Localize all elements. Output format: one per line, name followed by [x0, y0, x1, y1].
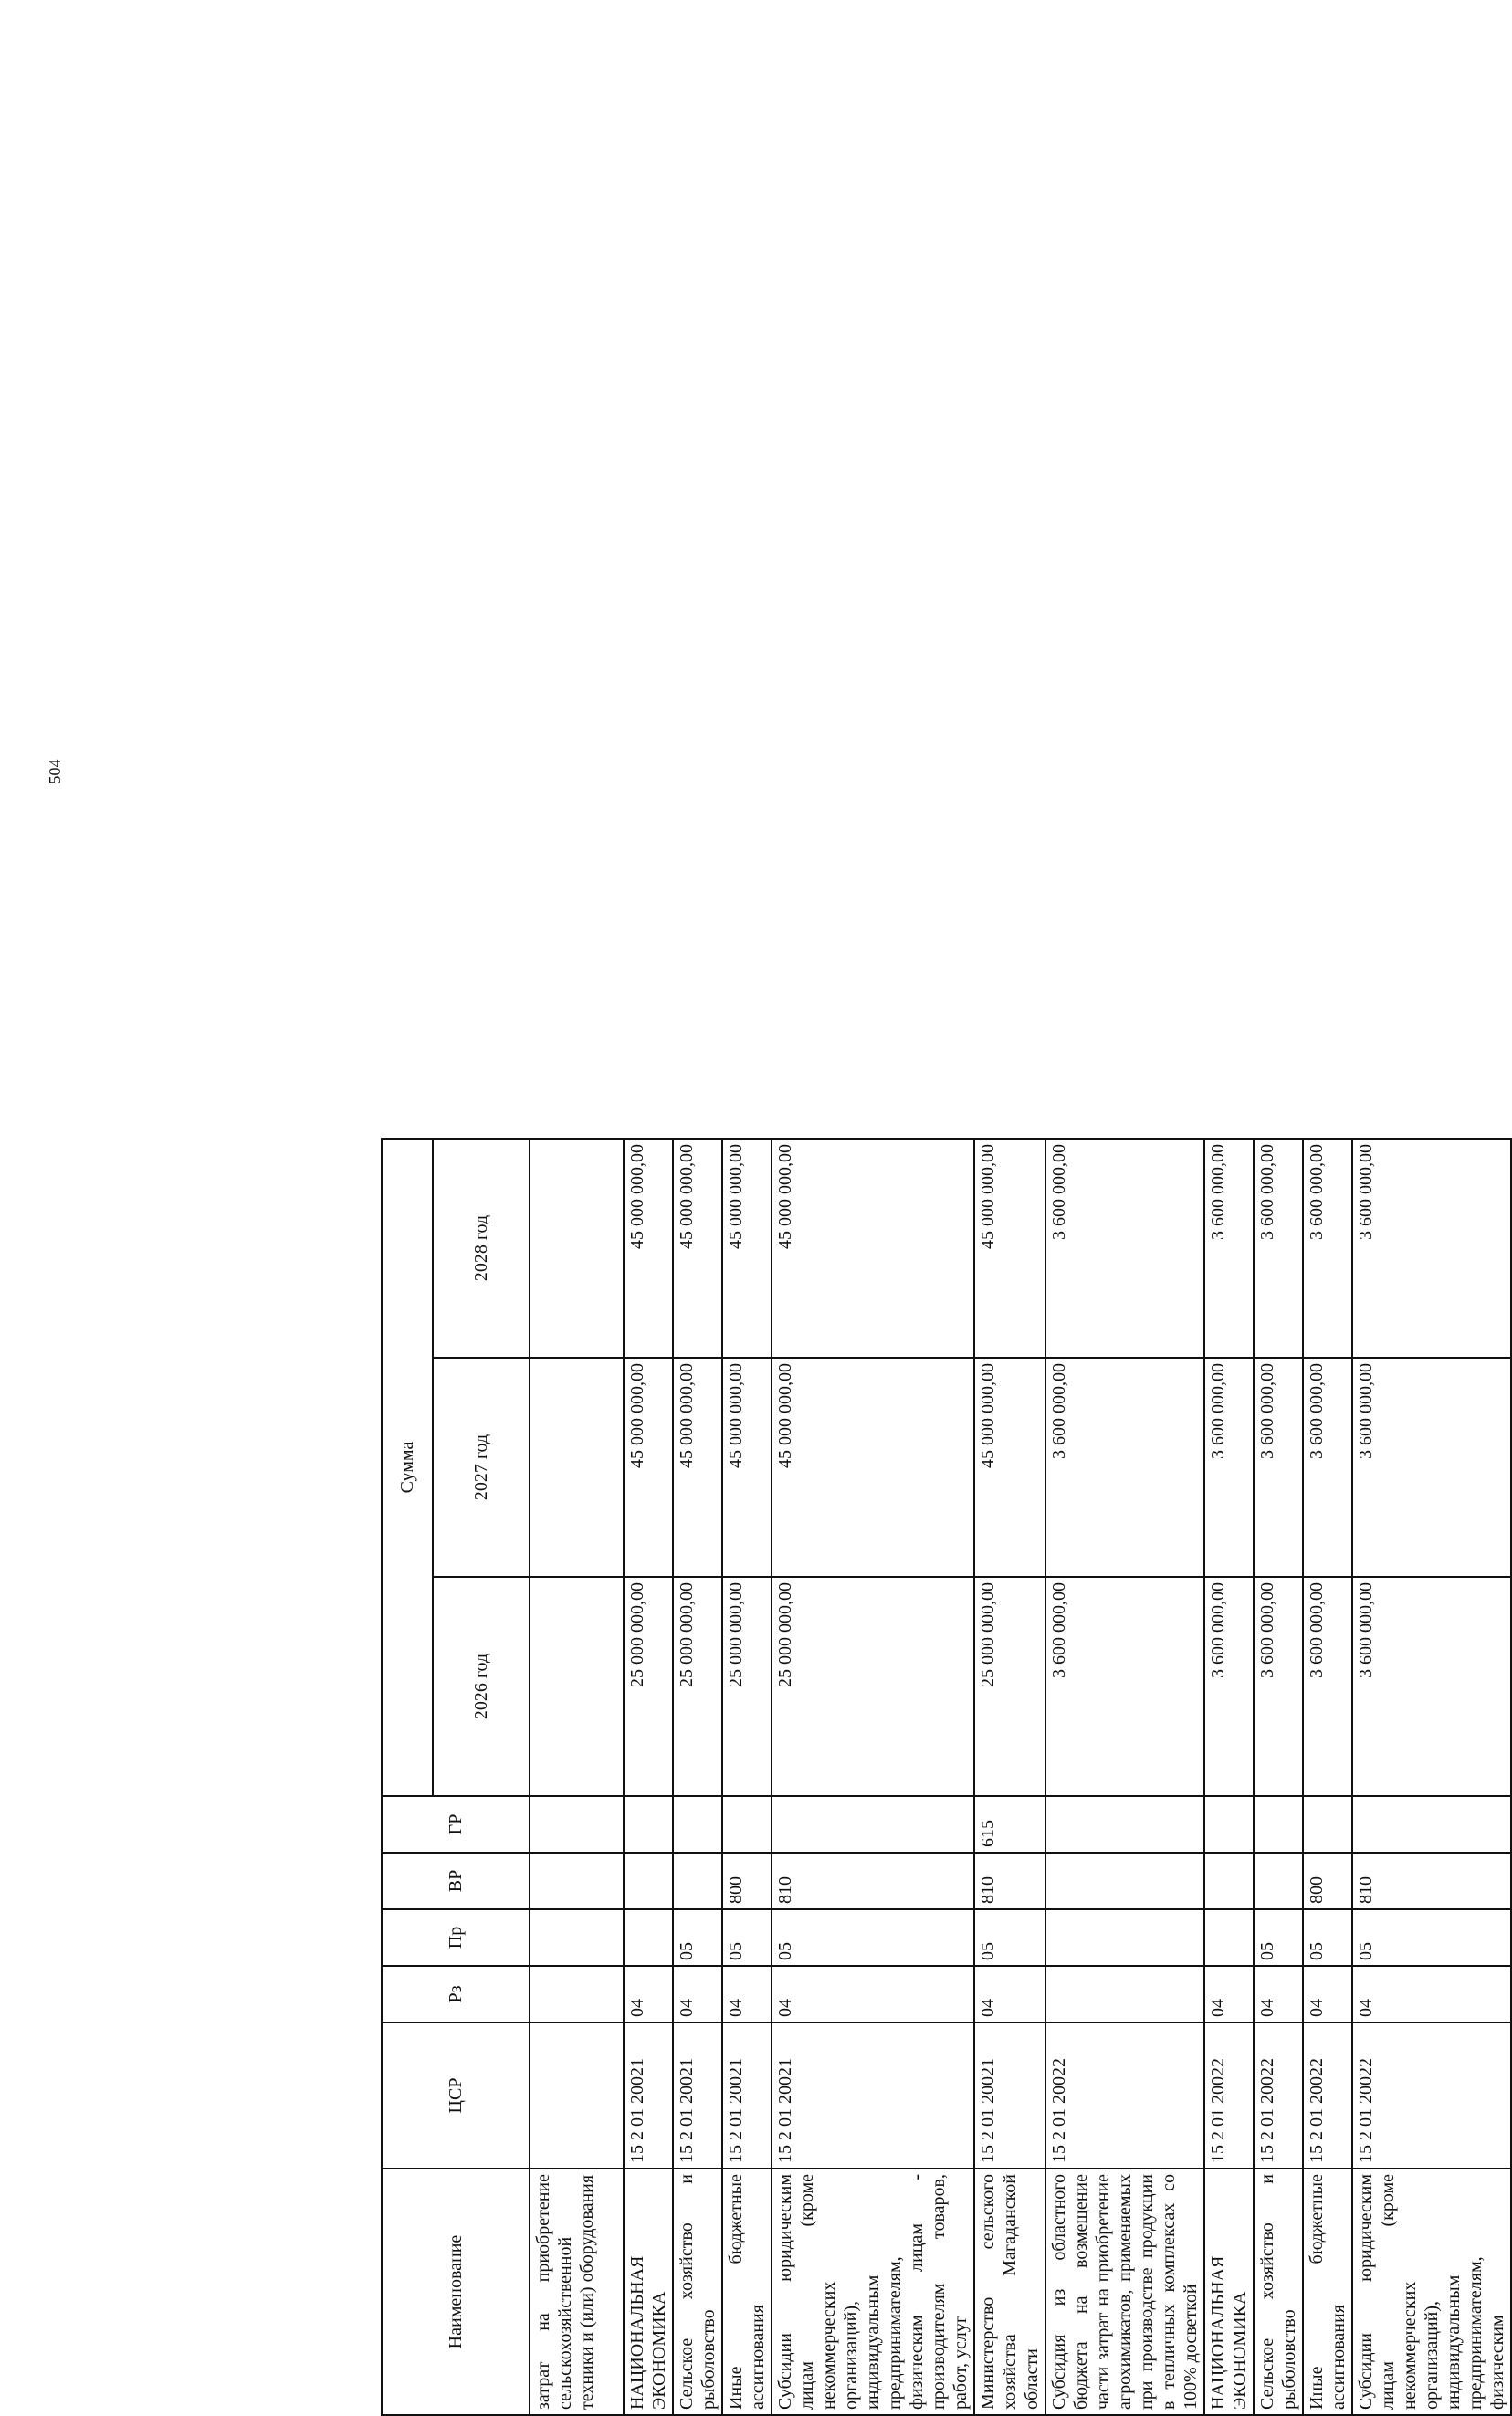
row-rz [1045, 1966, 1204, 2022]
row-rz: 04 [1254, 1966, 1303, 2022]
rotated-page [381, 1140, 1507, 2416]
row-2028: 3 600 000,00 [1352, 1139, 1511, 1358]
table-row [1254, 1139, 1303, 2415]
header-gr: ГР [382, 1796, 530, 1853]
row-pr: 05 [722, 1909, 772, 1966]
row-pr [530, 1909, 624, 1966]
row-pr [1045, 1909, 1204, 1966]
row-2027: 3 600 000,00 [1204, 1358, 1254, 1577]
table-row [1352, 1139, 1511, 2415]
header-2026: 2026 год [433, 1577, 530, 1796]
row-pr: 05 [772, 1909, 974, 1966]
row-rz: 04 [624, 1966, 673, 2022]
row-vr: 800 [1303, 1853, 1352, 1909]
row-name: Иные бюджетные ассигнования [722, 2169, 772, 2415]
row-gr [1045, 1796, 1204, 1853]
row-vr [1204, 1853, 1254, 1909]
table-row [722, 1139, 772, 2415]
row-2026: 25 000 000,00 [624, 1577, 673, 1796]
row-pr: 05 [974, 1909, 1045, 1966]
table-row [1045, 1139, 1204, 2415]
row-2026: 3 600 000,00 [1303, 1577, 1352, 1796]
row-2026: 3 600 000,00 [1045, 1577, 1204, 1796]
row-vr: 800 [722, 1853, 772, 1909]
row-csr: 15 2 01 20022 [1352, 2022, 1511, 2169]
row-2026: 25 000 000,00 [673, 1577, 722, 1796]
row-vr: 810 [772, 1853, 974, 1909]
row-2026: 3 600 000,00 [1204, 1577, 1254, 1796]
row-2027: 45 000 000,00 [624, 1358, 673, 1577]
budget-table [381, 1138, 1512, 2416]
row-2027: 45 000 000,00 [722, 1358, 772, 1577]
row-csr: 15 2 01 20022 [1303, 2022, 1352, 2169]
row-csr [530, 2022, 624, 2169]
row-vr [1254, 1853, 1303, 1909]
table-row [772, 1139, 974, 2415]
row-csr: 15 2 01 20022 [1254, 2022, 1303, 2169]
row-2028: 3 600 000,00 [1204, 1139, 1254, 1358]
row-2027: 3 600 000,00 [1045, 1358, 1204, 1577]
row-name: Субсидии юридическим лицам (кроме некоммерческих организаций), индивидуальным предпринимателям, физическим [1352, 2169, 1511, 2415]
row-2026 [530, 1577, 624, 1796]
row-gr [772, 1796, 974, 1853]
row-gr: 615 [974, 1796, 1045, 1853]
row-gr [624, 1796, 673, 1853]
row-pr: 05 [673, 1909, 722, 1966]
row-name: Сельское хозяйство и рыболовство [1254, 2169, 1303, 2415]
row-csr: 15 2 01 20022 [1045, 2022, 1204, 2169]
row-name: Иные бюджетные ассигнования [1303, 2169, 1352, 2415]
row-rz: 04 [772, 1966, 974, 2022]
row-2027: 45 000 000,00 [673, 1358, 722, 1577]
row-rz: 04 [974, 1966, 1045, 2022]
row-vr [530, 1853, 624, 1909]
row-2027: 3 600 000,00 [1303, 1358, 1352, 1577]
row-vr: 810 [974, 1853, 1045, 1909]
row-pr [624, 1909, 673, 1966]
table-row [673, 1139, 722, 2415]
row-name: Сельское хозяйство и рыболовство [673, 2169, 722, 2415]
row-rz: 04 [1352, 1966, 1511, 2022]
row-name: НАЦИОНАЛЬНАЯ ЭКОНОМИКА [1204, 2169, 1254, 2415]
row-2028: 3 600 000,00 [1254, 1139, 1303, 1358]
row-2028: 45 000 000,00 [772, 1139, 974, 1358]
row-rz: 04 [673, 1966, 722, 2022]
row-vr [624, 1853, 673, 1909]
row-2028: 3 600 000,00 [1045, 1139, 1204, 1358]
table-row [624, 1139, 673, 2415]
row-2026: 25 000 000,00 [974, 1577, 1045, 1796]
row-csr: 15 2 01 20021 [722, 2022, 772, 2169]
row-csr: 15 2 01 20021 [772, 2022, 974, 2169]
row-2028: 45 000 000,00 [974, 1139, 1045, 1358]
row-2026: 25 000 000,00 [772, 1577, 974, 1796]
row-2028: 3 600 000,00 [1303, 1139, 1352, 1358]
row-2028: 45 000 000,00 [624, 1139, 673, 1358]
row-2027: 3 600 000,00 [1254, 1358, 1303, 1577]
row-pr [1204, 1909, 1254, 1966]
row-name: Министерство сельского хозяйства Магаданской области [974, 2169, 1045, 2415]
row-rz: 04 [1204, 1966, 1254, 2022]
header-pr: Пр [382, 1909, 530, 1966]
row-rz: 04 [1303, 1966, 1352, 2022]
table-row [974, 1139, 1045, 2415]
row-gr [722, 1796, 772, 1853]
header-vr: ВР [382, 1853, 530, 1909]
row-2027: 45 000 000,00 [974, 1358, 1045, 1577]
table-row [1303, 1139, 1352, 2415]
row-vr [673, 1853, 722, 1909]
header-rz: Рз [382, 1966, 530, 2022]
row-vr [1045, 1853, 1204, 1909]
row-gr [673, 1796, 722, 1853]
row-2026: 3 600 000,00 [1254, 1577, 1303, 1796]
page-number: 504 [46, 759, 64, 784]
row-2028: 45 000 000,00 [673, 1139, 722, 1358]
row-gr [1204, 1796, 1254, 1853]
row-pr: 05 [1303, 1909, 1352, 1966]
header-name: Наименование [382, 2169, 530, 2415]
row-2026: 25 000 000,00 [722, 1577, 772, 1796]
row-rz: 04 [722, 1966, 772, 2022]
header-2028: 2028 год [433, 1139, 530, 1358]
table-row [530, 1139, 624, 2415]
header-csr: ЦСР [382, 2022, 530, 2169]
row-gr [1352, 1796, 1511, 1853]
row-2027: 3 600 000,00 [1352, 1358, 1511, 1577]
row-csr: 15 2 01 20021 [974, 2022, 1045, 2169]
row-name: Субсидии юридическим лицам (кроме некоммерческих организаций), индивидуальным предпринимателям, физическим лицам - производителям товаров, работ, услуг [772, 2169, 974, 2415]
row-gr [1303, 1796, 1352, 1853]
row-name: Субсидия из областного бюджета на возмещение части затрат на приобретение агрохимикатов, применяемых при производстве продукции в тепличных комплексах со 100% досветкой [1045, 2169, 1204, 2415]
row-rz [530, 1966, 624, 2022]
row-2028: 45 000 000,00 [722, 1139, 772, 1358]
header-sum: Сумма [382, 1139, 433, 1796]
row-2026: 3 600 000,00 [1352, 1577, 1511, 1796]
row-gr [1254, 1796, 1303, 1853]
row-gr [530, 1796, 624, 1853]
row-pr: 05 [1352, 1909, 1511, 1966]
row-2027 [530, 1358, 624, 1577]
row-csr: 15 2 01 20021 [624, 2022, 673, 2169]
row-pr: 05 [1254, 1909, 1303, 1966]
table-row [1204, 1139, 1254, 2415]
header-2027: 2027 год [433, 1358, 530, 1577]
row-2028 [530, 1139, 624, 1358]
row-2027: 45 000 000,00 [772, 1358, 974, 1577]
row-csr: 15 2 01 20022 [1204, 2022, 1254, 2169]
row-name: НАЦИОНАЛЬНАЯ ЭКОНОМИКА [624, 2169, 673, 2415]
row-csr: 15 2 01 20021 [673, 2022, 722, 2169]
row-name: затрат на приобретение сельскохозяйственной техники и (или) оборудования [530, 2169, 624, 2415]
row-vr: 810 [1352, 1853, 1511, 1909]
